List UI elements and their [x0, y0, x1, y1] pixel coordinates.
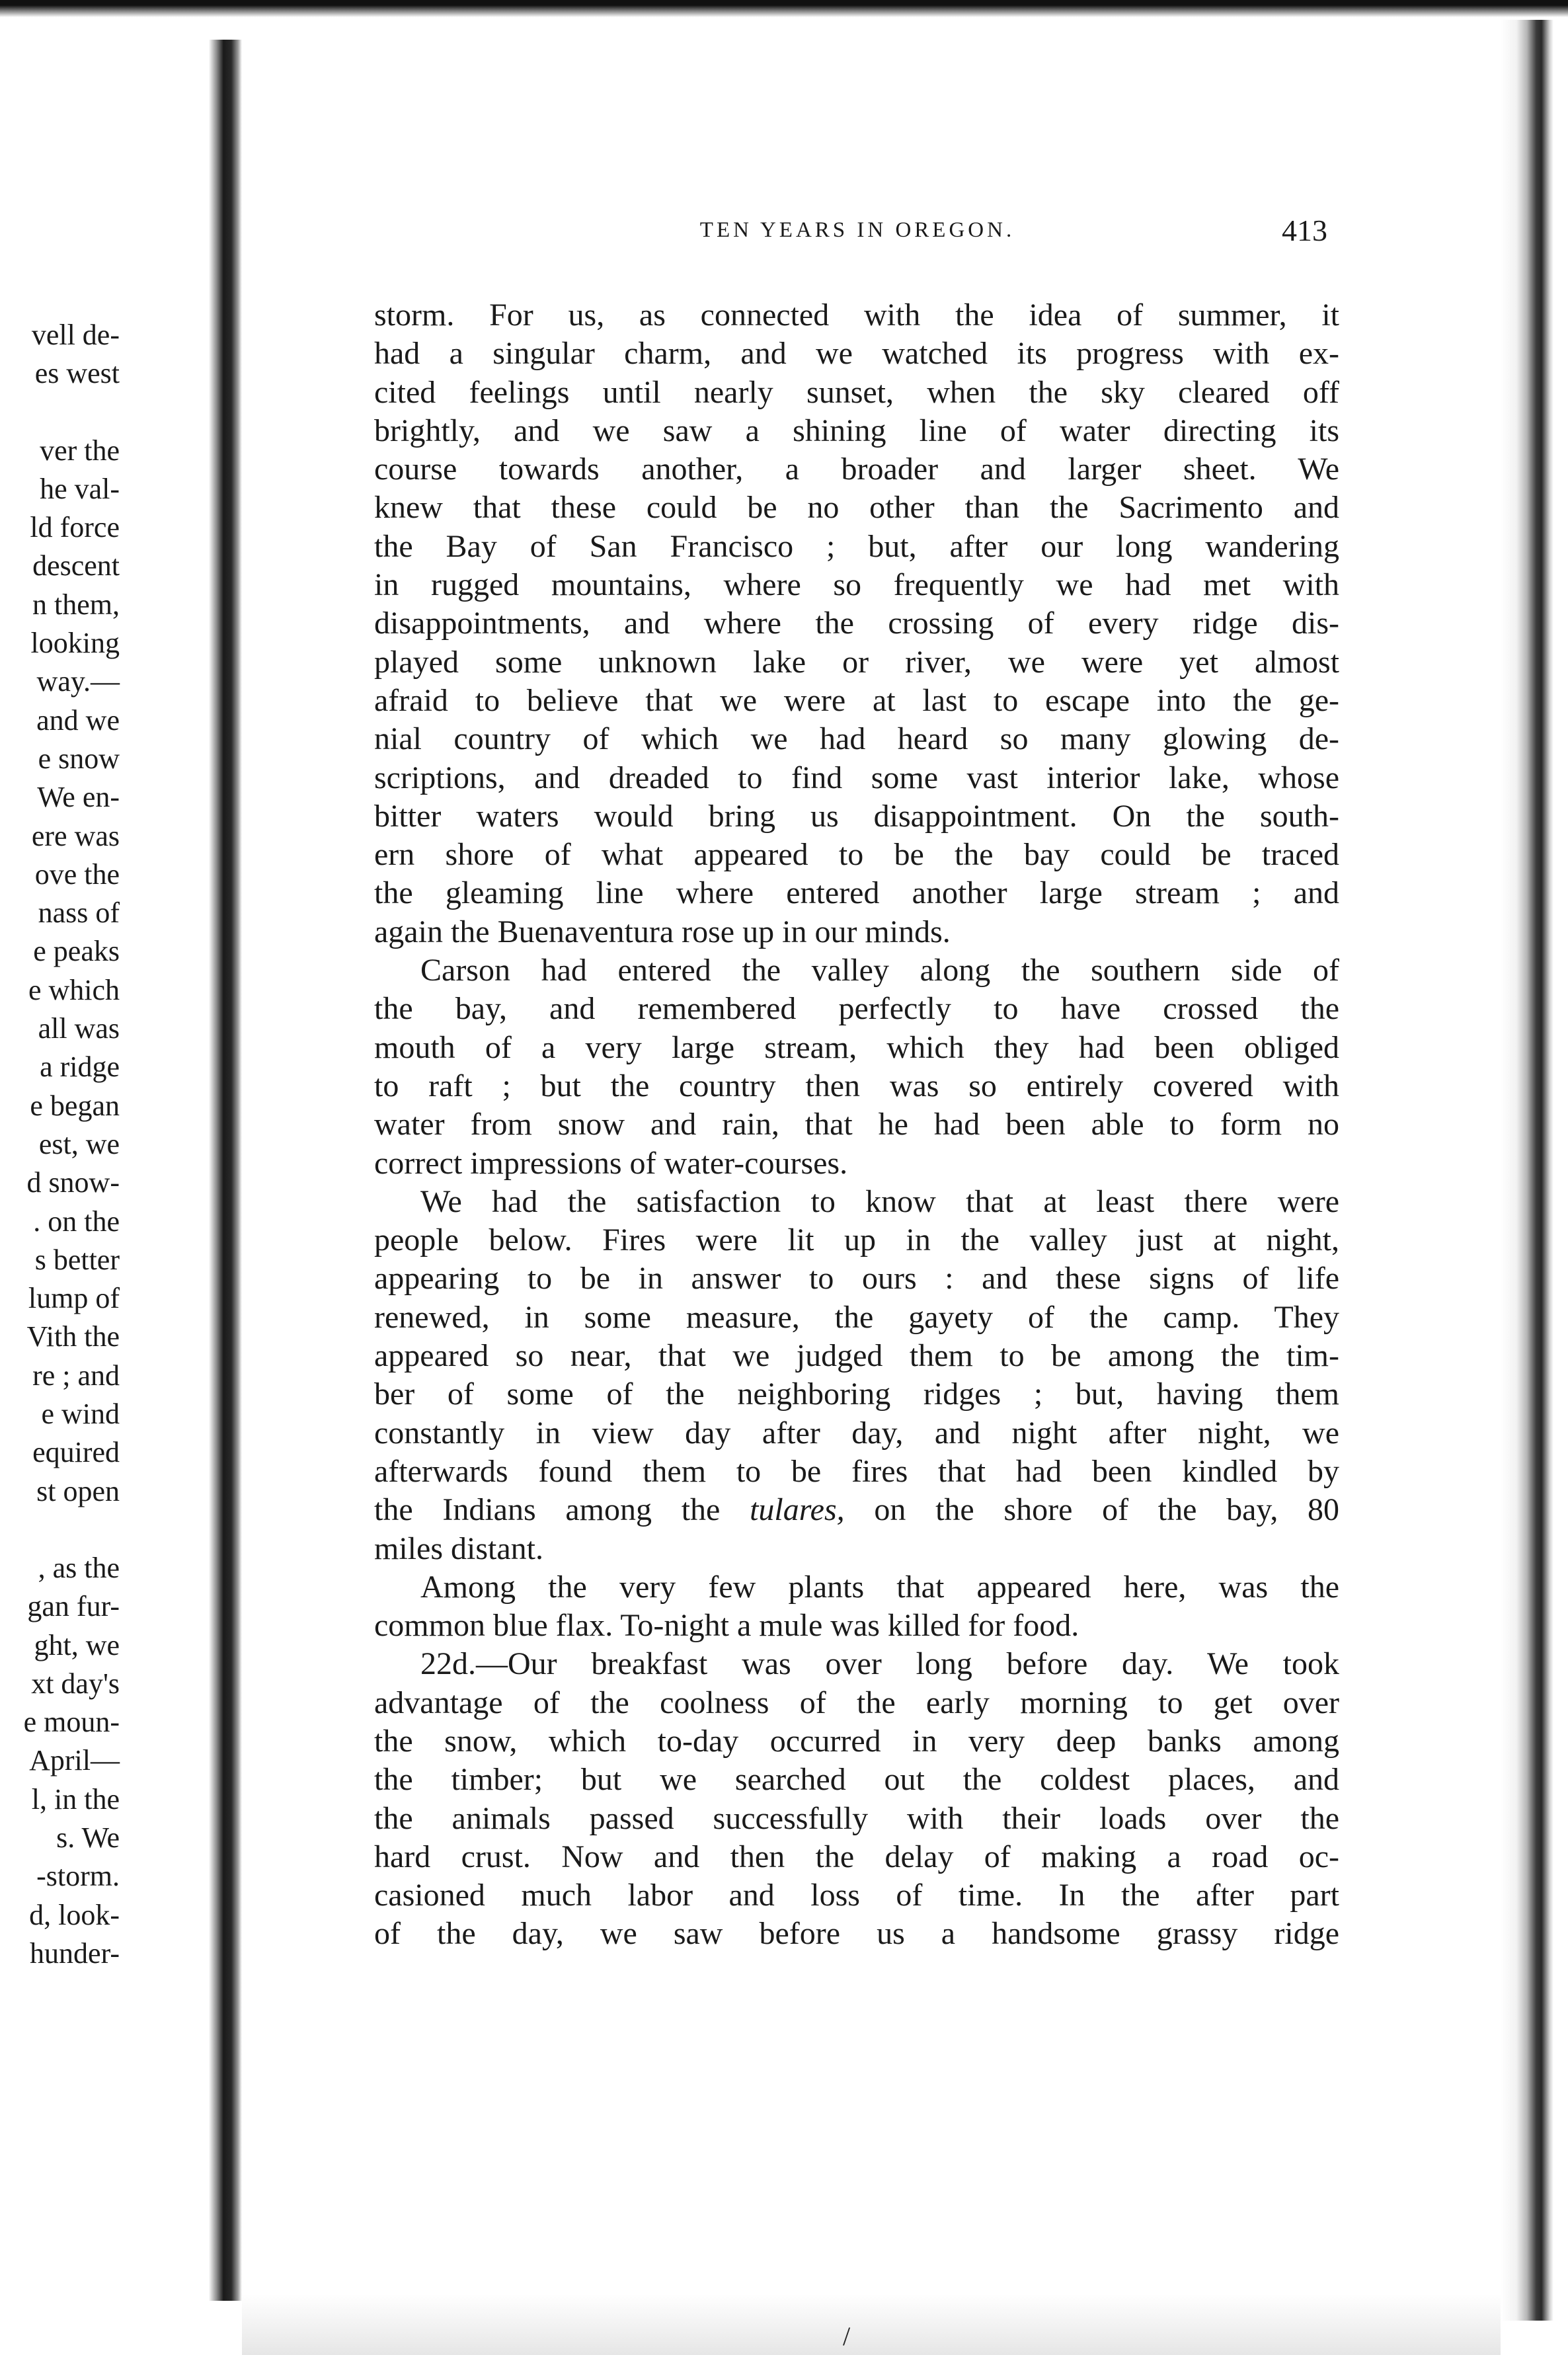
left-fragment-line: xt day's [31, 1667, 120, 1700]
text-line: brightly, and we saw a shining line of water directing its [374, 413, 1339, 448]
text-line: course towards another, a broader and larger sheet. We [374, 452, 1339, 487]
text-line: Among the very few plants that appeared here, was the [420, 1569, 1339, 1605]
text-line: miles distant. [374, 1531, 543, 1566]
text-line: the Bay of San Francisco ; but, after our long wandering [374, 528, 1339, 564]
left-fragment-line: Vith the [26, 1320, 120, 1353]
left-fragment-line: e snow [38, 742, 120, 775]
text-line: afterwards found them to be fires that had been kindled by [374, 1453, 1339, 1489]
left-fragment-line: l, in the [31, 1782, 120, 1816]
text-line: Carson had entered the valley along the southern side of [420, 953, 1339, 988]
text-line: the bay, and remembered perfectly to have crossed the [374, 991, 1339, 1027]
page-number: 413 [1282, 214, 1327, 247]
text-line: appearing to be in answer to ours : and these signs of life [374, 1261, 1339, 1297]
book-gutter [209, 40, 242, 2301]
left-fragment-line: d, look- [29, 1898, 120, 1931]
text-line: ber of some of the neighboring ridges ; but, having them [374, 1377, 1339, 1412]
left-fragment-line: We en- [37, 781, 120, 814]
text-line: again the Buenaventura rose up in our minds. [374, 914, 951, 949]
text-line: nial country of which we had heard so many glowing de- [374, 721, 1339, 757]
text-run: on the shore of the bay, 80 [874, 1492, 1340, 1528]
left-fragment-line: e wind [41, 1398, 120, 1431]
text-line: the gleaming line where entered another large stream ; and [374, 875, 1339, 911]
left-fragment-line: a ridge [40, 1051, 120, 1084]
left-fragment-line: gan fur- [27, 1590, 120, 1623]
text-run: the Indians among the [374, 1492, 721, 1528]
page-bottom-shade [242, 2294, 1501, 2355]
text-line: in rugged mountains, where so frequently we had met with [374, 567, 1339, 603]
text-line: the animals passed successfully with their loads over the [374, 1800, 1339, 1836]
left-fragment-line: ver the [40, 434, 120, 467]
left-fragment-line: ght, we [34, 1628, 120, 1661]
left-fragment-gap [0, 1511, 120, 1549]
text-line: cited feelings until nearly sunset, when the sky cleared off [374, 374, 1339, 410]
italic-term: tulares, [750, 1492, 845, 1528]
left-fragment-line: descent [32, 549, 120, 582]
text-line: storm. For us, as connected with the idea of summer, it [374, 298, 1339, 333]
left-fragment-line: ove the [34, 858, 120, 891]
left-fragment-line: e which [28, 973, 120, 1006]
left-fragment-line: e peaks [33, 935, 120, 968]
text-line: correct impressions of water-courses. [374, 1145, 848, 1181]
left-fragment-line: lump of [28, 1282, 120, 1315]
bottom-scan-mark: / [843, 2321, 851, 2351]
text-line: people below. Fires were lit up in the valley just at night, [374, 1222, 1339, 1258]
left-fragment-line: es west [34, 357, 120, 390]
left-fragment-line: nass of [38, 897, 120, 930]
text-line: of the day, we saw before us a handsome grassy ridge [374, 1916, 1339, 1952]
left-fragment-line: e moun- [23, 1706, 120, 1739]
left-page-fragment [0, 316, 122, 1973]
text-line: hard crust. Now and then the delay of making a road oc- [374, 1839, 1339, 1874]
left-fragment-line: st open [36, 1474, 120, 1507]
left-fragment-line: n them, [32, 588, 120, 621]
text-line: played some unknown lake or river, we were yet almost [374, 644, 1339, 680]
left-fragment-line: he val- [40, 472, 120, 505]
text-line: renewed, in some measure, the gayety of the camp. They [374, 1299, 1339, 1335]
text-line: scriptions, and dreaded to find some vast interior lake, whose [374, 760, 1339, 795]
text-line: disappointments, and where the crossing of every ridge dis- [374, 606, 1339, 641]
left-fragment-line: way.— [36, 665, 120, 698]
left-fragment-line: equired [32, 1436, 120, 1469]
text-line: had a singular charm, and we watched its progress with ex- [374, 336, 1339, 372]
text-line: water from snow and rain, that he had been able to form no [374, 1107, 1339, 1142]
text-line: We had the satisfaction to know that at least there were [420, 1183, 1339, 1219]
left-fragment-line: . on the [33, 1205, 120, 1238]
text-line: appeared so near, that we judged them to be among the tim- [374, 1338, 1339, 1374]
left-fragment-line: vell de- [31, 319, 120, 351]
text-line: advantage of the coolness of the early morning to get over [374, 1685, 1339, 1720]
text-line: constantly in view day after day, and night after night, we [374, 1415, 1339, 1451]
page-body [374, 296, 1339, 1954]
left-fragment-line: s. We [56, 1821, 120, 1854]
left-fragment-line: -storm. [36, 1860, 120, 1893]
left-fragment-line: s better [34, 1243, 120, 1276]
left-fragment-line: , as the [38, 1551, 120, 1584]
text-line: casioned much labor and loss of time. In the after part [374, 1878, 1339, 1913]
text-line: ern shore of what appeared to be the bay could be traced [374, 837, 1339, 873]
page-right-edge [1501, 20, 1553, 2321]
left-fragment-line: est, we [38, 1127, 120, 1160]
left-fragment-gap [0, 393, 120, 432]
text-line: common blue flax. To-night a mule was killed for food. [374, 1608, 1079, 1644]
left-fragment-line: ld force [30, 511, 120, 544]
text-line: bitter waters would bring us disappointment. On the south- [374, 798, 1339, 834]
text-line: knew that these could be no other than the Sacrimento and [374, 490, 1339, 526]
text-line: 22d.—Our breakfast was over long before day. We took [420, 1646, 1339, 1682]
text-line [374, 1491, 1339, 1529]
left-fragment-line: looking [30, 627, 120, 660]
left-fragment-line: e began [30, 1089, 120, 1122]
running-head: TEN YEARS IN OREGON. [699, 218, 1015, 242]
left-fragment-line: and we [36, 703, 120, 737]
text-line: to raft ; but the country then was so entirely covered with [374, 1068, 1339, 1103]
text-line: mouth of a very large stream, which they had been obliged [374, 1029, 1339, 1065]
left-fragment-line: ere was [31, 819, 120, 852]
scan-top-edge [0, 0, 1568, 19]
left-fragment-line: April— [29, 1744, 120, 1777]
text-line: the timber; but we searched out the coldest places, and [374, 1762, 1339, 1798]
text-line: afraid to believe that we were at last to escape into the ge- [374, 682, 1339, 718]
left-fragment-line: d snow- [26, 1166, 120, 1199]
text-line: the snow, which to-day occurred in very deep banks among [374, 1723, 1339, 1759]
left-fragment-line: re ; and [32, 1359, 120, 1392]
left-fragment-line: hunder- [30, 1936, 120, 1970]
left-fragment-line: all was [38, 1012, 120, 1045]
